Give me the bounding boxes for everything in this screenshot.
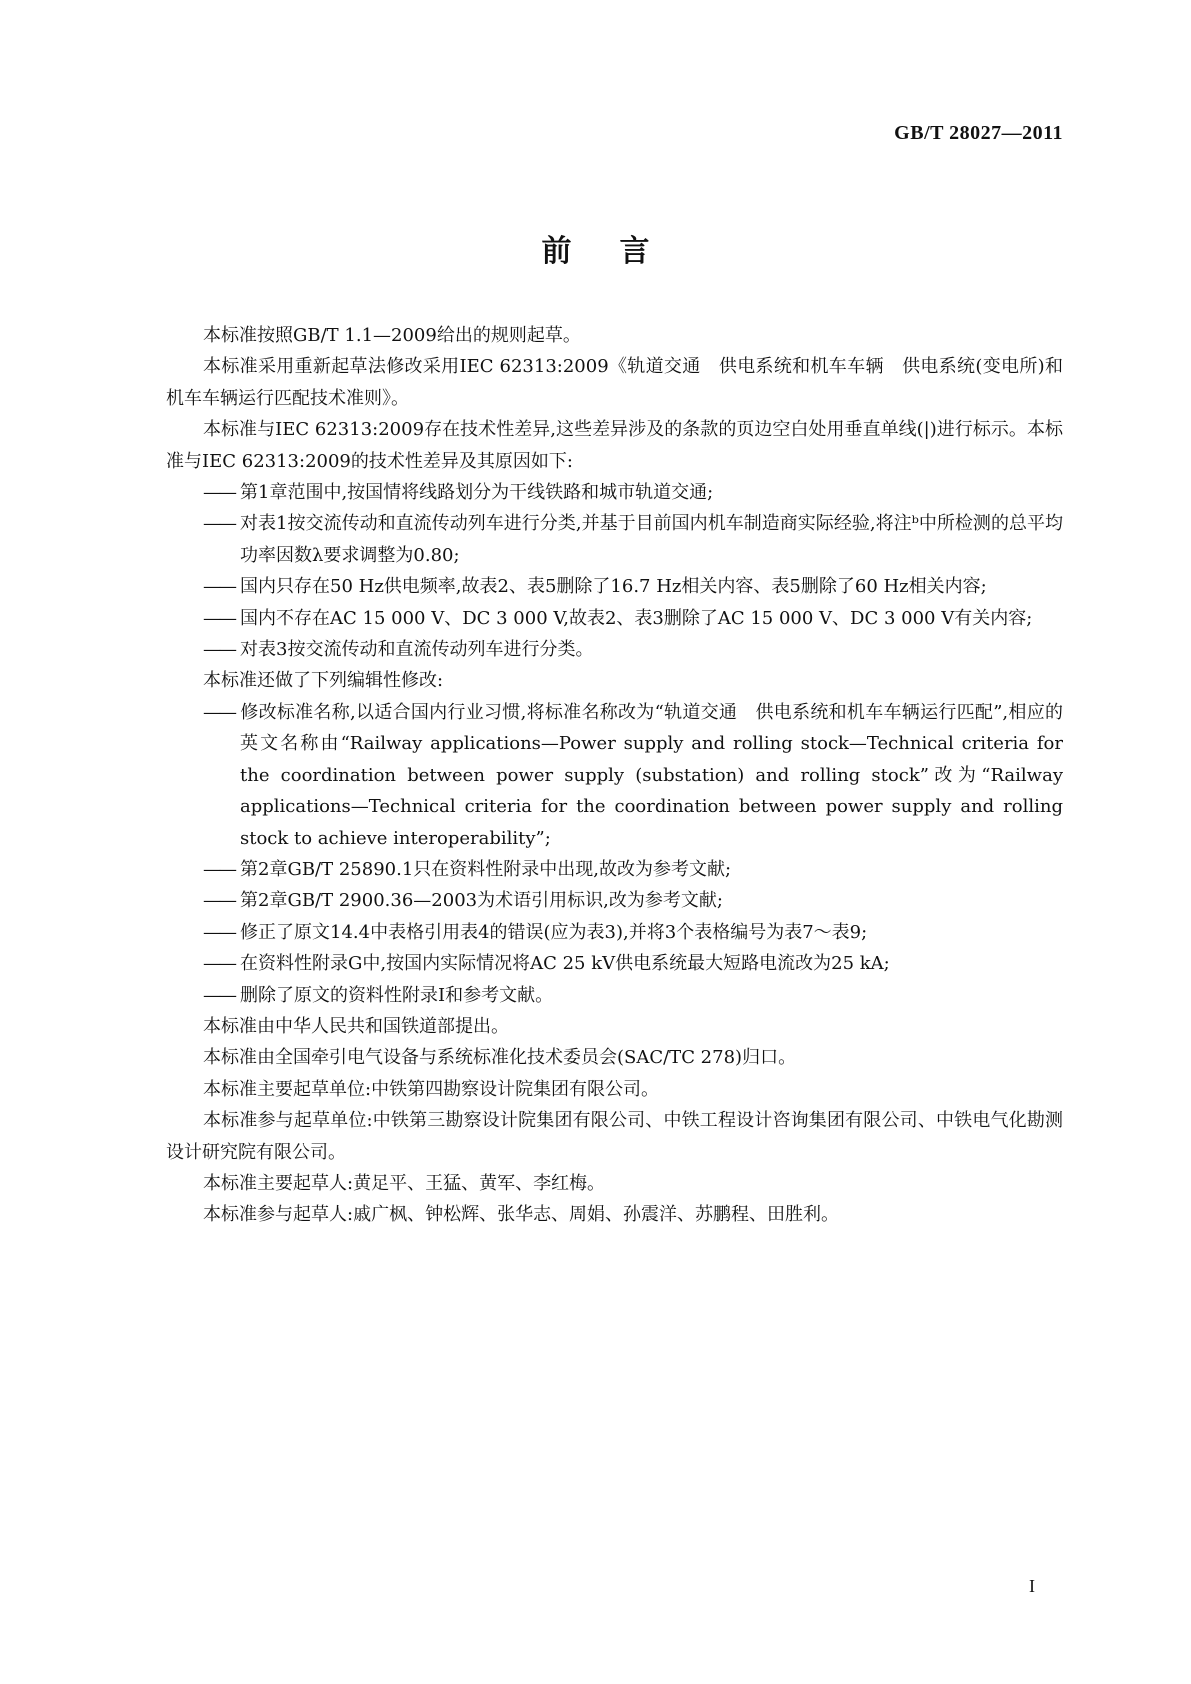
- paragraph: 本标准与IEC 62313:2009存在技术性差异,这些差异涉及的条款的页边空白处用垂直单线(|)进行标示。本标准与IEC 62313:2009的技术性差异及其原因如下:: [166, 419, 1063, 472]
- dash-marker: ——: [203, 513, 235, 535]
- list-item-text: 在资料性附录G中,按国内实际情况将AC 25 kV供电系统最大短路电流改为25 kA;: [240, 953, 890, 975]
- list-item-text: 国内不存在AC 15 000 V、DC 3 000 V,故表2、表3删除了AC 15 000 V、DC 3 000 V有关内容;: [240, 607, 1033, 629]
- list-item: [166, 885, 1063, 916]
- list-item-text: 国内只存在50 Hz供电频率,故表2、表5删除了16.7 Hz相关内容、表5删除了60 Hz相关内容;: [240, 576, 987, 598]
- preface-body: [166, 320, 1063, 1231]
- page-number: I: [1029, 1576, 1035, 1596]
- list-item-text: 修正了原文14.4中表格引用表4的错误(应为表3),并将3个表格编号为表7～表9;: [240, 921, 868, 943]
- list-item: [166, 634, 1063, 665]
- standard-code: GB/T 28027—2011: [894, 122, 1063, 144]
- paragraph: 本标准采用重新起草法修改采用IEC 62313:2009《轨道交通 供电系统和机车车辆 供电系统(变电所)和机车车辆运行匹配技术准则》。: [166, 356, 1063, 409]
- dash-marker: ——: [203, 482, 235, 504]
- dash-marker: ——: [203, 607, 235, 629]
- dash-marker: ——: [203, 576, 235, 598]
- paragraph: 本标准参与起草单位:中铁第三勘察设计院集团有限公司、中铁工程设计咨询集团有限公司、中铁电气化勘测设计研究院有限公司。: [166, 1110, 1063, 1163]
- list-item-text: 第1章范围中,按国情将线路划分为干线铁路和城市轨道交通;: [240, 482, 714, 504]
- list-item: [166, 477, 1063, 508]
- list-item: [166, 948, 1063, 979]
- paragraph: 本标准按照GB/T 1.1—2009给出的规则起草。: [203, 325, 581, 346]
- list-item-text: 第2章GB/T 2900.36—2003为术语引用标识,改为参考文献;: [240, 890, 723, 912]
- dash-marker: ——: [203, 984, 235, 1006]
- paragraph: 本标准由全国牵引电气设备与系统标准化技术委员会(SAC/TC 278)归口。: [203, 1047, 797, 1069]
- dash-marker: ——: [203, 701, 235, 723]
- list-item: [166, 917, 1063, 948]
- list-item-text: 对表3按交流传动和直流传动列车进行分类。: [240, 639, 594, 661]
- list-item-text: 修改标准名称,以适合国内行业习惯,将标准名称改为“轨道交通 供电系统和机车车辆运行匹配”,相应的英文名称由“Railway applications—Power supply and rolling stock—Technical criteria for the coordination between power supply (substation) and rolling stock”改为“Railway applications—Technical criteria for the coordination between power supply and rolling stock to achieve interoperability”;: [240, 701, 1063, 849]
- dash-marker: ——: [203, 921, 235, 943]
- dash-marker: ——: [203, 890, 235, 912]
- list-item: [166, 571, 1063, 602]
- list-item: [166, 854, 1063, 885]
- paragraph: 本标准参与起草人:戚广枫、钟松辉、张华志、周娟、孙震洋、苏鹏程、田胜利。: [203, 1204, 840, 1226]
- list-item: [166, 603, 1063, 634]
- list-item: [166, 980, 1063, 1011]
- page-title: 前言: [541, 234, 698, 269]
- paragraph: 本标准主要起草人:黄足平、王猛、黄军、李红梅。: [203, 1172, 606, 1194]
- dash-marker: ——: [203, 639, 235, 661]
- list-item-text: 对表1按交流传动和直流传动列车进行分类,并基于目前国内机车制造商实际经验,将注ᵇ中所检测的总平均功率因数λ要求调整为0.80;: [240, 513, 1063, 566]
- dash-marker: ——: [203, 858, 235, 880]
- paragraph: 本标准由中华人民共和国铁道部提出。: [203, 1015, 509, 1037]
- list-item: [166, 508, 1063, 571]
- list-item-text: 删除了原文的资料性附录I和参考文献。: [240, 984, 554, 1006]
- list-item-text: 第2章GB/T 25890.1只在资料性附录中出现,故改为参考文献;: [240, 858, 732, 880]
- paragraph: 本标准主要起草单位:中铁第四勘察设计院集团有限公司。: [203, 1078, 660, 1100]
- paragraph: 本标准还做了下列编辑性修改:: [203, 670, 444, 692]
- dash-marker: ——: [203, 953, 235, 975]
- list-item: [166, 697, 1063, 854]
